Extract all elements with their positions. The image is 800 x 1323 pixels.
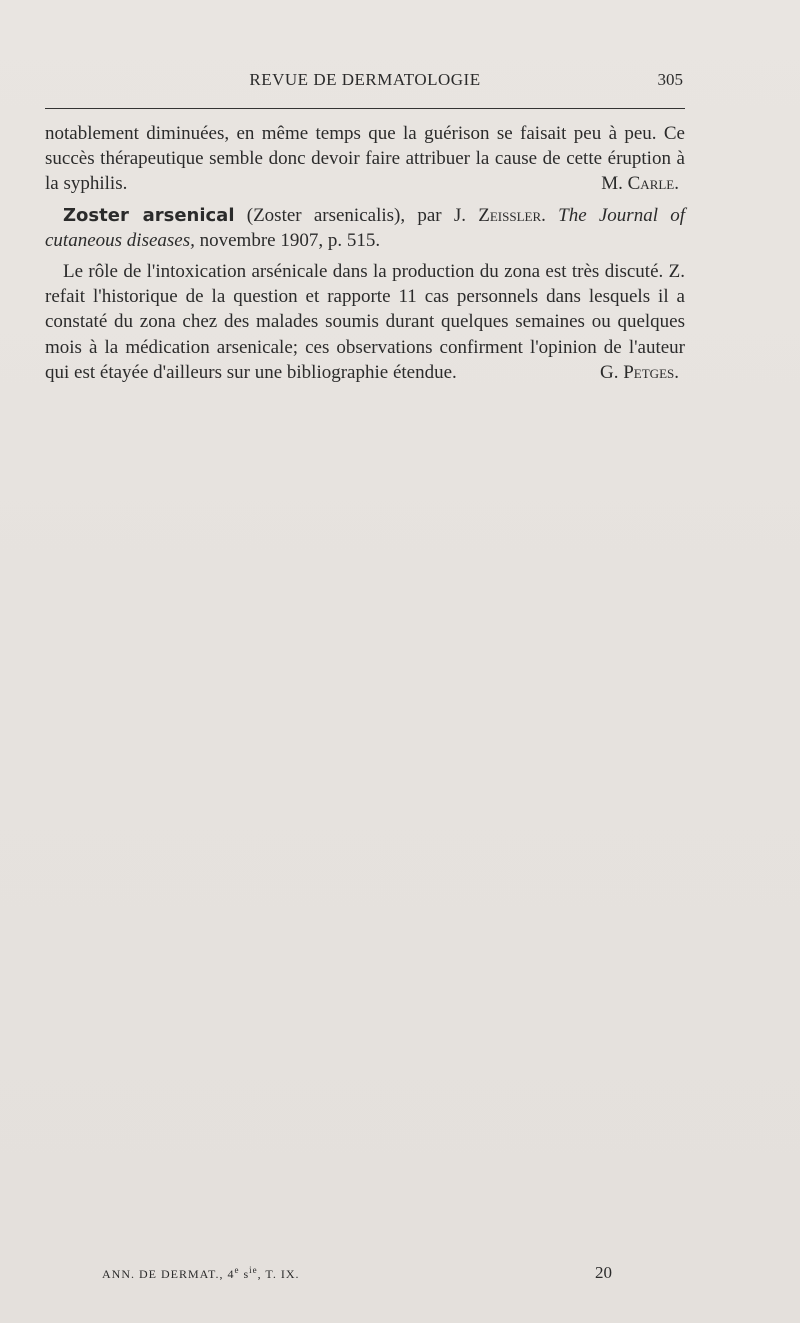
journal-signature-mark: [102, 1265, 300, 1282]
signature: G. Petges.: [600, 361, 679, 383]
signature: M. Carle.: [601, 173, 679, 195]
abstract-body: [45, 259, 685, 385]
citation-date: novembre 1907, p. 515.: [194, 229, 381, 251]
running-title: REVUE DE DERMATOLOGIE: [249, 70, 481, 89]
footer-ref-text: , T. IX.: [257, 1267, 300, 1281]
footer-ref-text: s: [239, 1267, 250, 1281]
citation-journal: The Journal of cutaneous diseases,: [45, 204, 685, 251]
footer-ref-sup: ie: [249, 1265, 258, 1275]
page-number: 305: [657, 70, 683, 89]
page-header: [45, 70, 685, 100]
citation-author: Zeissler: [478, 204, 542, 226]
citation-separator: .: [541, 204, 559, 226]
paragraph-text: Le rôle de l'intoxication arsénicale dans la production du zona est très discuté. Z. refait l'historique de la question et rapporte 11 cas personnels dans lesquels il a constaté du zona chez des malades soumis durant quelques semaines ou quelques mois à la médication arsenicale; ces observations confirment l'opinion de l'auteur qui est étayée d'ailleurs sur une bibliographie étendue.: [45, 261, 685, 383]
footer-ref-text: ANN. DE DERMAT., 4: [102, 1267, 235, 1281]
abstract-citation: [45, 203, 685, 253]
header-rule: [45, 108, 685, 109]
citation-text: (Zoster arsenicalis), par J.: [234, 204, 479, 226]
paragraph-text: notablement diminuées, en même temps que la guérison se faisait peu à peu. Ce succès thérapeutique semble donc devoir faire attribuer la cause de cette éruption à la syphilis.: [45, 123, 685, 195]
paragraph-continuation: [45, 121, 685, 197]
body-text: [45, 121, 685, 385]
footer-ref-sup: e: [234, 1265, 240, 1275]
page-footer: [102, 1263, 612, 1285]
abstract-heading: Zoster arsenical: [63, 204, 235, 226]
sheet-number: 20: [595, 1263, 612, 1282]
